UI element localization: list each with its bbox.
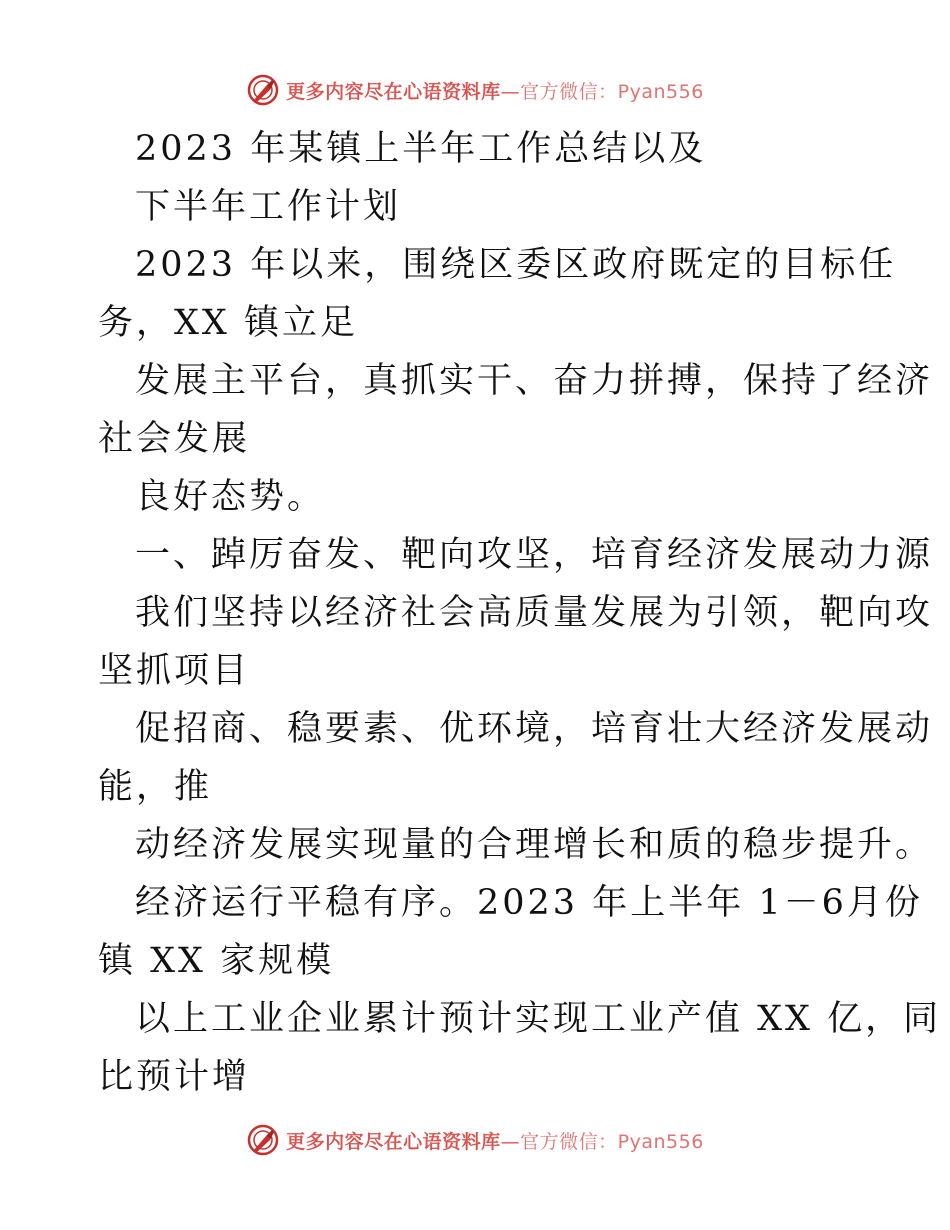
- banner-separator: —: [500, 80, 521, 103]
- paragraph-line: 以上工业企业累计预计实现工业产值 XX 亿，同: [135, 999, 942, 1039]
- banner-text: [286, 77, 704, 104]
- banner-separator: —: [500, 1130, 521, 1153]
- paragraph-line: 良好态势。: [135, 477, 326, 517]
- paragraph-line: 我们坚持以经济社会高质量发展为引领，靶向攻: [135, 593, 934, 633]
- pen-nib-circle-icon: [246, 1123, 280, 1157]
- paragraph-line: 务，XX 镇立足: [98, 303, 358, 343]
- paragraph-line: 镇 XX 家规模: [98, 941, 335, 981]
- paragraph-line: 2023 年以来，围绕区委区政府既定的目标任: [135, 245, 897, 285]
- banner-site-name: 更多内容尽在心语资料库: [286, 1130, 501, 1153]
- banner-site-name: 更多内容尽在心语资料库: [286, 80, 501, 103]
- header-banner: [0, 70, 950, 110]
- pen-nib-circle-icon: [246, 73, 280, 107]
- footer-banner: [0, 1120, 950, 1160]
- doc-title-line-2: 下半年工作计划: [135, 187, 402, 227]
- banner-text: [286, 1127, 704, 1154]
- banner-wechat: 官方微信：Pyan556: [520, 80, 704, 103]
- paragraph-line: 经济运行平稳有序。2023 年上半年 1－6月份: [135, 883, 923, 923]
- paragraph-line: 社会发展: [98, 419, 251, 459]
- section-heading: 一、踔厉奋发、靶向攻坚，培育经济发展动力源: [135, 535, 934, 575]
- paragraph-line: 能，推: [98, 767, 213, 807]
- banner-wechat: 官方微信：Pyan556: [520, 1130, 704, 1153]
- paragraph-line: 促招商、稳要素、优环境，培育壮大经济发展动: [135, 709, 934, 749]
- paragraph-line: 比预计增: [98, 1057, 251, 1097]
- paragraph-line: 动经济发展实现量的合理增长和质的稳步提升。: [135, 825, 934, 865]
- paragraph-line: 发展主平台，真抓实干、奋力拼搏，保持了经济: [135, 361, 934, 401]
- paragraph-line: 坚抓项目: [98, 651, 251, 691]
- doc-title-line-1: 2023 年某镇上半年工作总结以及: [135, 129, 707, 169]
